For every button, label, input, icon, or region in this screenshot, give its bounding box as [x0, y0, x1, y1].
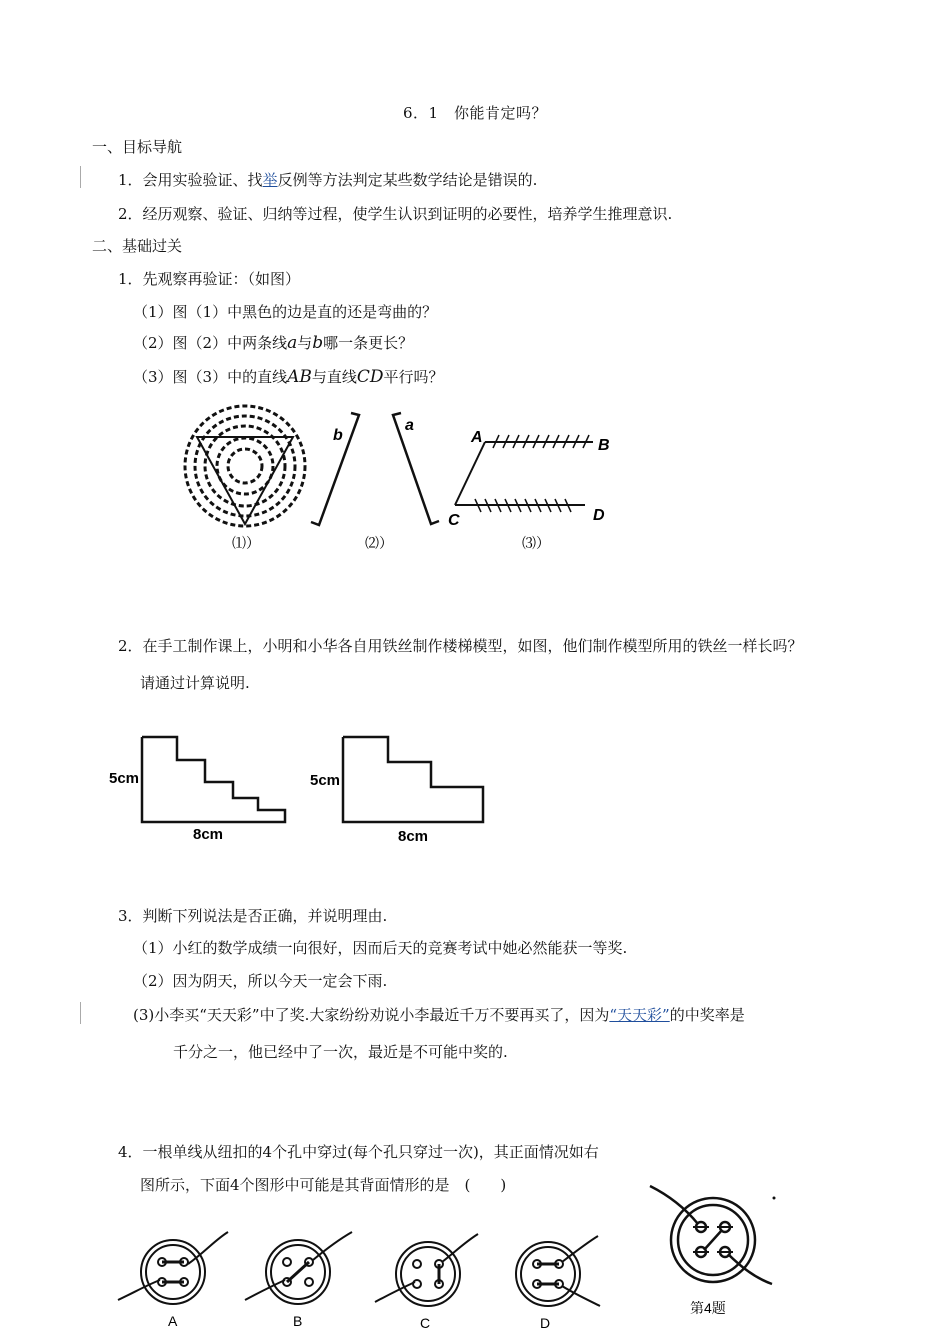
section-heading-goals: 一、目标导航	[92, 138, 183, 156]
figure-2-label-a: a	[405, 417, 414, 434]
goal-1-text: 1．会用实验验证、找	[118, 171, 263, 189]
figure-3-label-B: B	[598, 437, 610, 454]
figure-1-caption: ⑴）	[232, 535, 260, 551]
figure-3-label-D: D	[593, 507, 605, 524]
sub-3-text: （3）图（3）中的直线	[133, 368, 288, 386]
goal-1-text-end: 反例等方法判定某些数学结论是错误的.	[277, 171, 538, 189]
dot-mark	[773, 1197, 776, 1200]
question-1-stem: 1．先观察再验证：（如图）	[118, 270, 301, 288]
question-1-figures	[175, 400, 625, 565]
revision-mark	[80, 1002, 81, 1024]
question-3-statement-3	[133, 1004, 745, 1025]
question-1-sub-3	[133, 366, 444, 387]
figure-2-label-b: b	[333, 427, 343, 444]
figure-1-circles-triangle	[185, 406, 305, 526]
model-1-width-label: 8cm	[193, 826, 224, 843]
var-a: a	[287, 333, 298, 353]
var-cd: CD	[356, 367, 384, 387]
var-ab: AB	[287, 367, 312, 387]
button-front-reference	[650, 1186, 772, 1284]
question-2-line-1: 2．在手工制作课上，小明和小华各自用铁丝制作楼梯模型，如图，他们制作模型所用的铁丝一样长吗？	[118, 637, 803, 655]
question-1-sub-1: （1）图（1）中黑色的边是直的还是弯曲的？	[133, 303, 438, 321]
model-1-height-label: 5cm	[109, 770, 140, 787]
figure-3-label-A: A	[471, 429, 483, 446]
figure-caption: 第4题	[690, 1300, 726, 1316]
button-option-a	[118, 1232, 228, 1304]
page-title: 6．1 你能肯定吗？	[402, 104, 548, 122]
figure-3-label-C: C	[448, 512, 460, 529]
goal-1-link[interactable]: 举	[262, 171, 278, 189]
statement-3-text: (3)小李买“天天彩”中了奖.大家纷纷劝说小李最近千万不要再买了，因为	[133, 1006, 610, 1024]
question-3-statement-3-cont: 千分之一，他已经中了一次，最近是不可能中奖的.	[173, 1043, 508, 1061]
question-4-figures	[110, 1180, 810, 1340]
question-2-figures	[105, 725, 505, 850]
option-a-label: A	[168, 1313, 178, 1329]
figure-3-caption: ⑶）	[522, 535, 550, 551]
staircase-model-1	[142, 737, 285, 822]
question-4-line-1: 4．一根单线从纽扣的4个孔中穿过(每个孔只穿过一次)，其正面情况如右	[118, 1143, 599, 1161]
revision-mark	[80, 166, 81, 188]
model-2-height-label: 5cm	[310, 772, 341, 789]
sub-3-end: 平行吗？	[383, 368, 444, 386]
goal-1	[118, 169, 537, 190]
option-c-label: C	[420, 1315, 431, 1331]
sub-2-mid: 与	[297, 334, 313, 352]
option-b-label: B	[293, 1313, 303, 1329]
button-option-d	[516, 1236, 600, 1306]
question-3-stem: 3．判断下列说法是否正确，并说明理由.	[118, 907, 388, 925]
question-3-statement-2: （2）因为阴天，所以今天一定会下雨.	[133, 972, 388, 990]
statement-3-link[interactable]: “天天彩”	[609, 1006, 670, 1024]
section-heading-basics: 二、基础过关	[92, 237, 183, 255]
var-b: b	[312, 333, 324, 353]
sub-2-end: 哪一条更长？	[323, 334, 414, 352]
question-1-sub-2	[133, 332, 413, 353]
question-2-line-2: 请通过计算说明.	[140, 674, 250, 692]
figure-2-lines	[311, 413, 439, 525]
figure-1-triangle	[197, 437, 293, 524]
figure-3-lines	[455, 435, 593, 512]
question-4-line-2: 图所示，下面4个图形中可能是其背面情形的是 ( )	[140, 1176, 507, 1194]
button-option-c	[375, 1234, 478, 1306]
button-option-b	[245, 1232, 352, 1304]
question-3-statement-1: （1）小红的数学成绩一向很好，因而后天的竞赛考试中她必然能获一等奖.	[133, 939, 628, 957]
staircase-model-2	[343, 737, 483, 822]
sub-3-mid: 与直线	[311, 368, 357, 386]
sub-2-text: （2）图（2）中两条线	[133, 334, 288, 352]
figure-2-caption: ⑵）	[365, 535, 393, 551]
goal-2: 2．经历观察、验证、归纳等过程，使学生认识到证明的必要性，培养学生推理意识.	[118, 205, 673, 223]
model-2-width-label: 8cm	[398, 828, 429, 845]
option-d-label: D	[540, 1315, 551, 1331]
statement-3-end: 的中奖率是	[669, 1006, 745, 1024]
